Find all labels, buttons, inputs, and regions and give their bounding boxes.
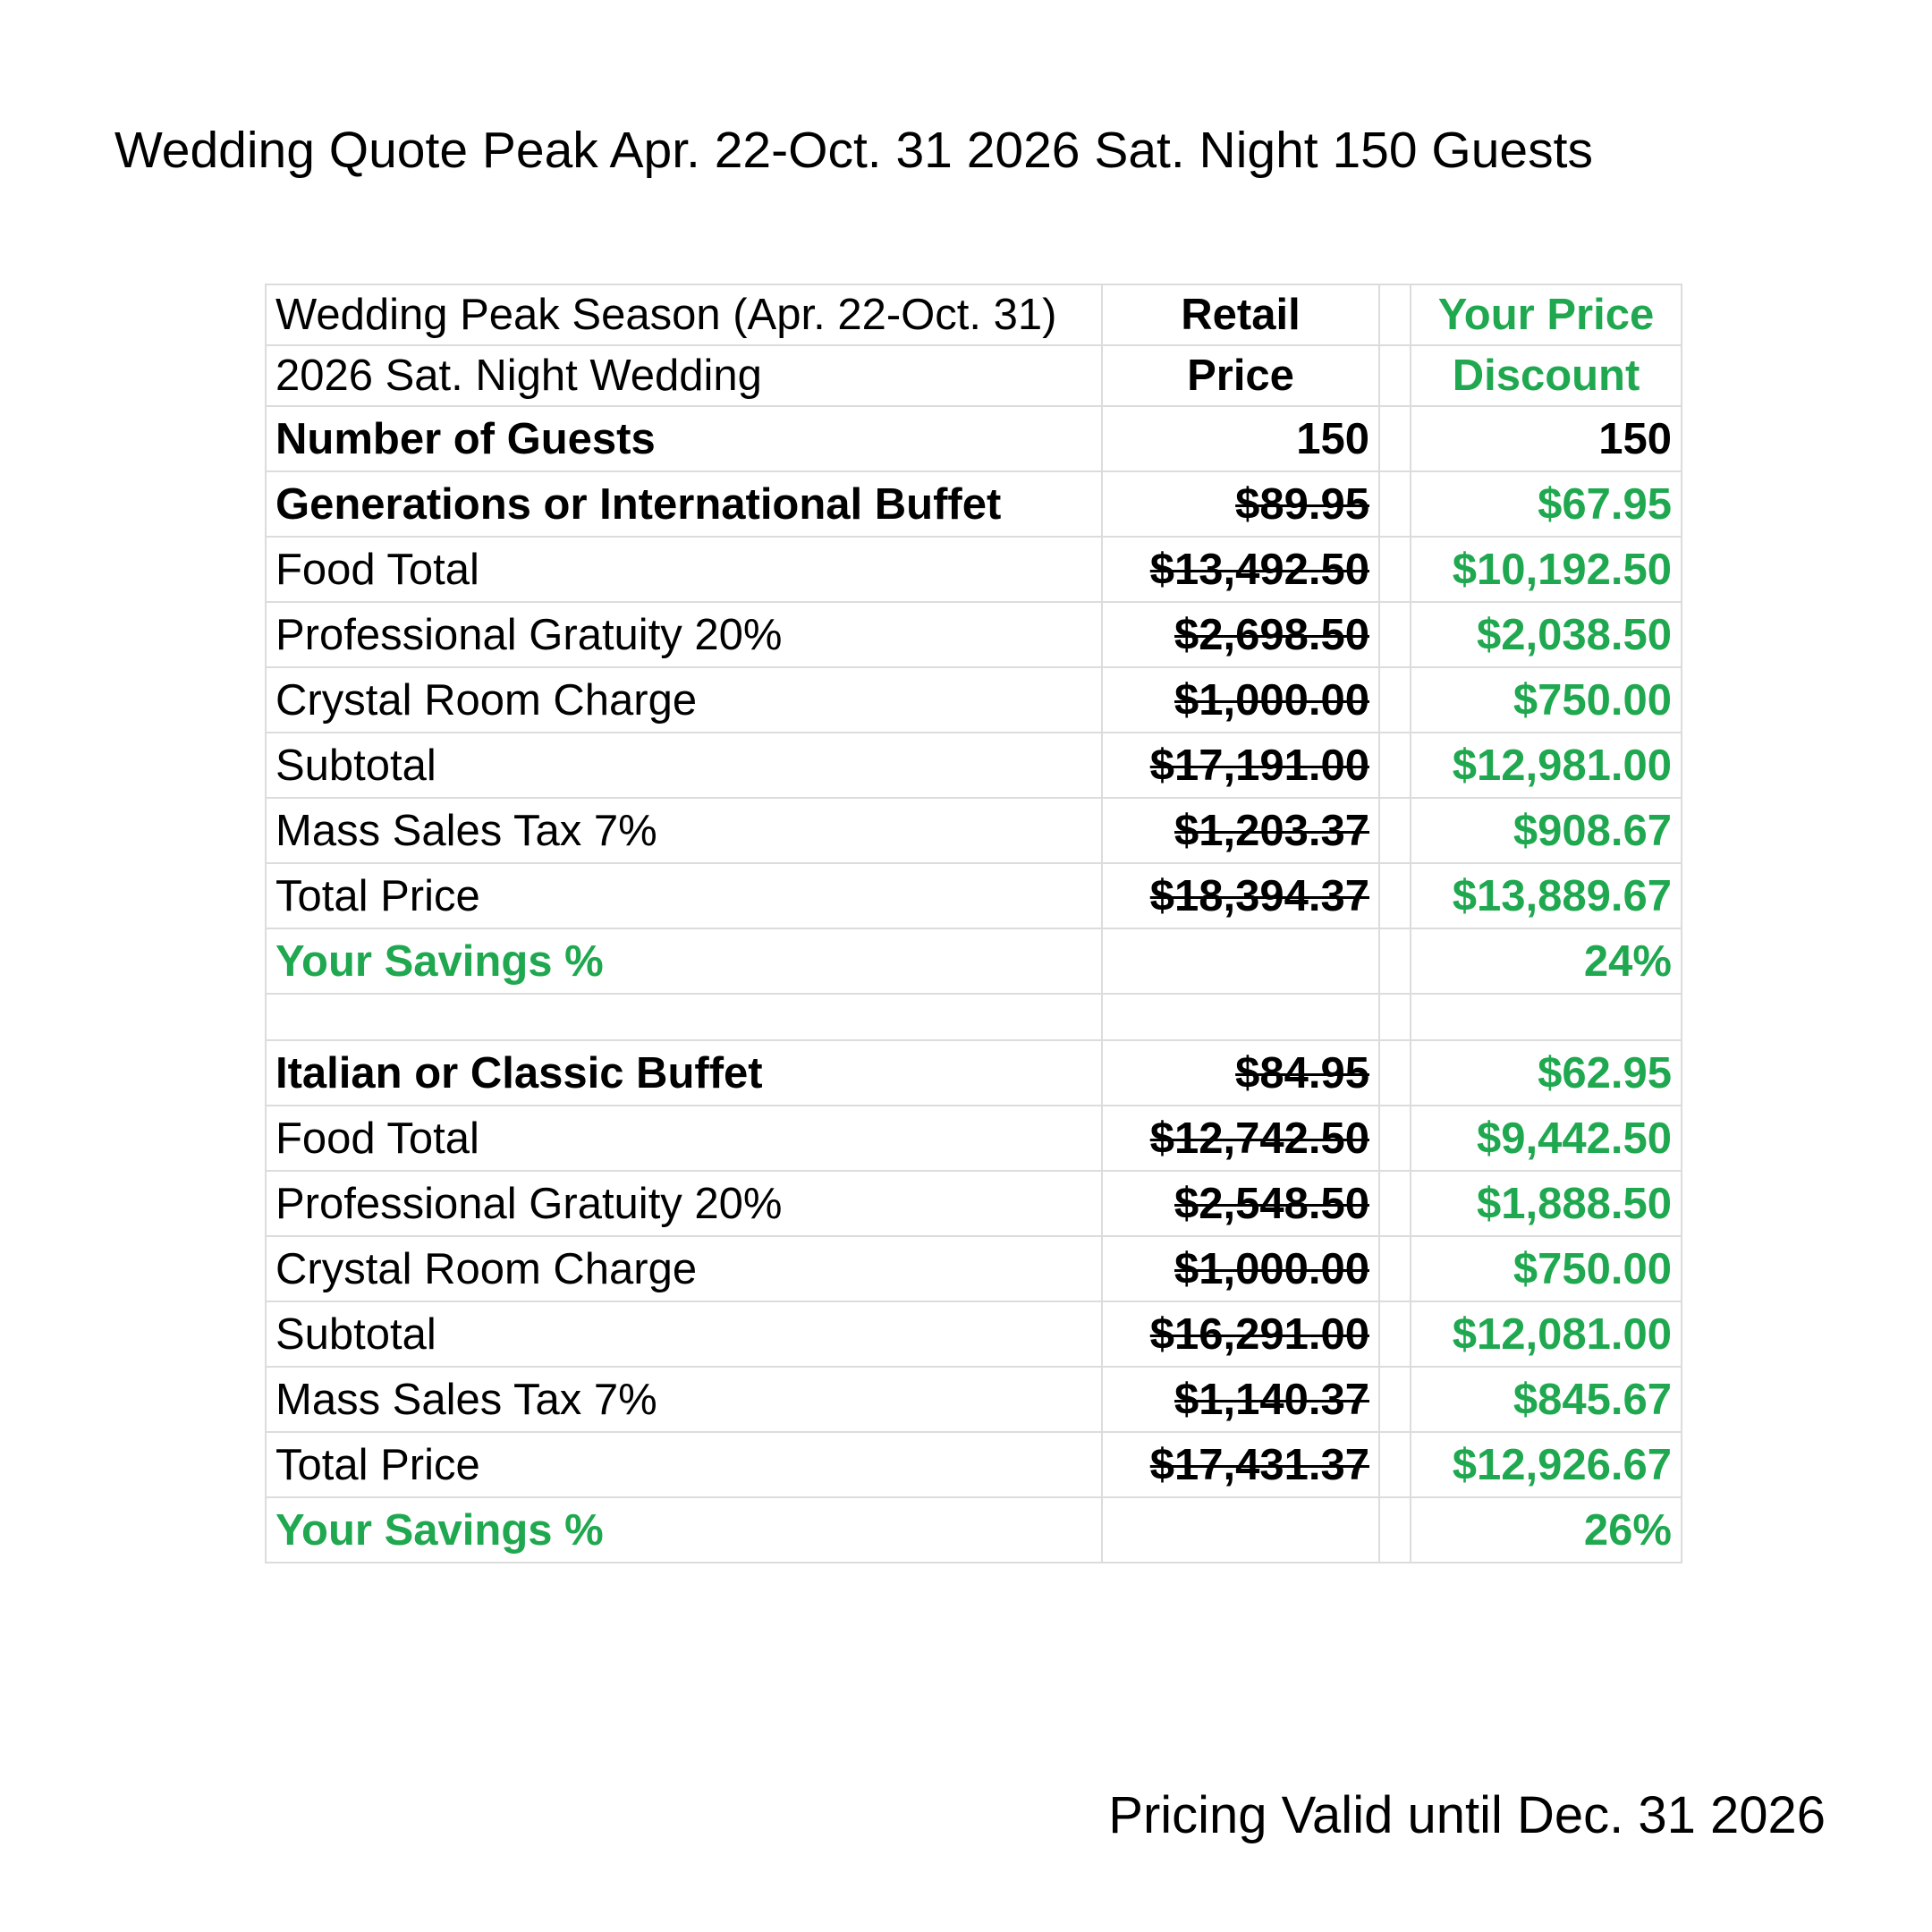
row-label: Crystal Room Charge <box>266 1236 1102 1301</box>
spacer-cell <box>1379 1171 1411 1236</box>
table-row-food-total-1 <box>266 537 1682 602</box>
your-price-value: $67.95 <box>1411 471 1682 537</box>
your-price-value: $10,192.50 <box>1411 537 1682 602</box>
table-row-guests <box>266 406 1682 471</box>
spacer-cell <box>1379 1367 1411 1432</box>
spacer-cell <box>1379 537 1411 602</box>
your-price-value: $9,442.50 <box>1411 1106 1682 1171</box>
header-discount-label: Discount <box>1411 345 1682 406</box>
page-title: Wedding Quote Peak Apr. 22-Oct. 31 2026 Sat. Night 150 Guests <box>114 122 1593 179</box>
retail-value <box>1102 1301 1379 1367</box>
retail-price: $18,394.37 <box>1149 871 1369 920</box>
spacer-cell <box>1379 284 1411 345</box>
your-price-value: $12,981.00 <box>1411 733 1682 798</box>
retail-price: $17,431.37 <box>1149 1440 1369 1489</box>
row-label: Crystal Room Charge <box>266 667 1102 733</box>
your-price-value: $13,889.67 <box>1411 863 1682 928</box>
table-row-gratuity-1 <box>266 602 1682 667</box>
table-row-savings-2 <box>266 1497 1682 1563</box>
spacer-cell <box>1379 1497 1411 1563</box>
table-row-tax-2 <box>266 1367 1682 1432</box>
savings-percent: 24% <box>1411 928 1682 994</box>
row-label: Generations or International Buffet <box>266 471 1102 537</box>
your-price-value: $750.00 <box>1411 1236 1682 1301</box>
spacer-cell <box>1379 798 1411 863</box>
table-row-room-1 <box>266 667 1682 733</box>
quote-table <box>265 284 1682 1563</box>
retail-value <box>1102 1171 1379 1236</box>
retail-value <box>1102 1367 1379 1432</box>
spacer-cell <box>1379 994 1411 1040</box>
retail-value <box>1102 471 1379 537</box>
your-price-value: $750.00 <box>1411 667 1682 733</box>
your-price-value: $845.67 <box>1411 1367 1682 1432</box>
header-event-label: 2026 Sat. Night Wedding <box>266 345 1102 406</box>
spacer-cell <box>1379 345 1411 406</box>
spacer-cell <box>1379 733 1411 798</box>
retail-price: $84.95 <box>1235 1048 1369 1097</box>
spacer-cell <box>1102 994 1379 1040</box>
table-header-row-2 <box>266 345 1682 406</box>
retail-value <box>1102 1236 1379 1301</box>
spacer-cell <box>1379 1106 1411 1171</box>
retail-price: $2,548.50 <box>1174 1179 1369 1228</box>
row-label: Total Price <box>266 1432 1102 1497</box>
spacer-cell <box>1379 863 1411 928</box>
row-label: Professional Gratuity 20% <box>266 1171 1102 1236</box>
table-row-room-2 <box>266 1236 1682 1301</box>
table-header-row-1 <box>266 284 1682 345</box>
retail-value <box>1102 406 1379 471</box>
spacer-cell <box>1411 994 1682 1040</box>
your-price-value: $2,038.50 <box>1411 602 1682 667</box>
pricing-validity-note: Pricing Valid until Dec. 31 2026 <box>1108 1786 1826 1844</box>
retail-value <box>1102 1040 1379 1106</box>
table-row-subtotal-1 <box>266 733 1682 798</box>
row-label: Subtotal <box>266 733 1102 798</box>
row-label: Italian or Classic Buffet <box>266 1040 1102 1106</box>
savings-percent: 26% <box>1411 1497 1682 1563</box>
table-row-tax-1 <box>266 798 1682 863</box>
retail-value <box>1102 863 1379 928</box>
spacer-cell <box>1379 1040 1411 1106</box>
retail-price: 150 <box>1296 414 1369 463</box>
row-label: Mass Sales Tax 7% <box>266 798 1102 863</box>
spacer-cell <box>1379 602 1411 667</box>
retail-price: $16,291.00 <box>1149 1309 1369 1359</box>
retail-value <box>1102 1106 1379 1171</box>
retail-price: $1,203.37 <box>1174 806 1369 855</box>
retail-value <box>1102 537 1379 602</box>
retail-value <box>1102 798 1379 863</box>
row-label: Subtotal <box>266 1301 1102 1367</box>
retail-price: $1,000.00 <box>1174 675 1369 724</box>
spacer-cell <box>1379 1301 1411 1367</box>
row-label: Food Total <box>266 1106 1102 1171</box>
table-row-subtotal-2 <box>266 1301 1682 1367</box>
retail-value <box>1102 1432 1379 1497</box>
spacer-cell <box>266 994 1102 1040</box>
retail-price: $2,698.50 <box>1174 610 1369 659</box>
row-label: Mass Sales Tax 7% <box>266 1367 1102 1432</box>
table-row-spacer <box>266 994 1682 1040</box>
retail-value <box>1102 1497 1379 1563</box>
spacer-cell <box>1379 1236 1411 1301</box>
header-retail-label: Retail <box>1102 284 1379 345</box>
row-label: Professional Gratuity 20% <box>266 602 1102 667</box>
table-row-total-2 <box>266 1432 1682 1497</box>
spacer-cell <box>1379 406 1411 471</box>
row-label: Food Total <box>266 537 1102 602</box>
retail-value <box>1102 733 1379 798</box>
spacer-cell <box>1379 471 1411 537</box>
your-price-value: $62.95 <box>1411 1040 1682 1106</box>
retail-price: $89.95 <box>1235 479 1369 529</box>
row-label: Your Savings % <box>266 1497 1102 1563</box>
spacer-cell <box>1379 667 1411 733</box>
header-price-label: Price <box>1102 345 1379 406</box>
retail-value <box>1102 602 1379 667</box>
table-row-savings-1 <box>266 928 1682 994</box>
your-price-value: 150 <box>1411 406 1682 471</box>
table-row-total-1 <box>266 863 1682 928</box>
spacer-cell <box>1379 1432 1411 1497</box>
table-row-gratuity-2 <box>266 1171 1682 1236</box>
retail-price: $13,492.50 <box>1149 545 1369 594</box>
your-price-value: $12,081.00 <box>1411 1301 1682 1367</box>
retail-value <box>1102 928 1379 994</box>
retail-price: $1,000.00 <box>1174 1244 1369 1293</box>
retail-price: $1,140.37 <box>1174 1375 1369 1424</box>
retail-value <box>1102 667 1379 733</box>
table-row-buffet-1 <box>266 471 1682 537</box>
table-row-buffet-2 <box>266 1040 1682 1106</box>
table-row-food-total-2 <box>266 1106 1682 1171</box>
your-price-value: $1,888.50 <box>1411 1171 1682 1236</box>
retail-price: $17,191.00 <box>1149 741 1369 790</box>
row-label: Total Price <box>266 863 1102 928</box>
row-label: Your Savings % <box>266 928 1102 994</box>
header-your-price-label: Your Price <box>1411 284 1682 345</box>
your-price-value: $12,926.67 <box>1411 1432 1682 1497</box>
row-label: Number of Guests <box>266 406 1102 471</box>
header-season-label: Wedding Peak Season (Apr. 22-Oct. 31) <box>266 284 1102 345</box>
your-price-value: $908.67 <box>1411 798 1682 863</box>
spacer-cell <box>1379 928 1411 994</box>
retail-price: $12,742.50 <box>1149 1114 1369 1163</box>
